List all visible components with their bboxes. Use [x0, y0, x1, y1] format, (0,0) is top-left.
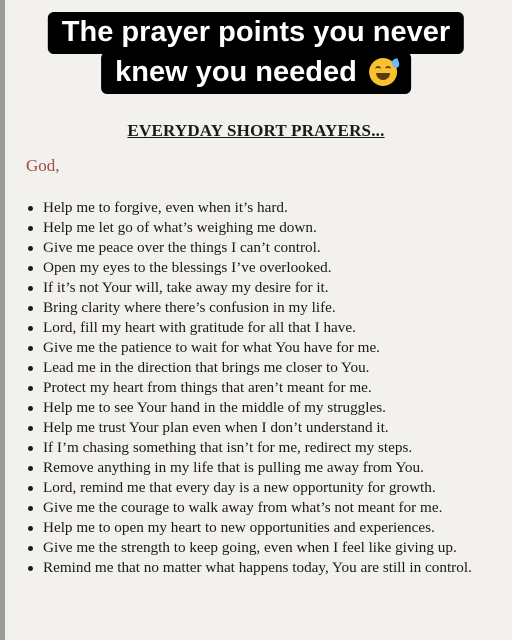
list-item: Lead me in the direction that brings me closer to You.: [26, 358, 498, 378]
list-item: If it’s not Your will, take away my desire for it.: [26, 278, 498, 298]
list-item: Remind me that no matter what happens today, You are still in control.: [26, 558, 498, 578]
list-item: If I’m chasing something that isn’t for me, redirect my steps.: [26, 438, 498, 458]
prayer-list: [26, 198, 498, 578]
list-item: Give me peace over the things I can’t control.: [26, 238, 498, 258]
list-item: Give me the courage to walk away from what’s not meant for me.: [26, 498, 498, 518]
document-heading: EVERYDAY SHORT PRAYERS...: [127, 121, 385, 140]
list-item: Open my eyes to the blessings I’ve overlooked.: [26, 258, 498, 278]
caption-text-2: knew you needed: [115, 56, 357, 88]
left-edge-bar: [0, 0, 5, 640]
list-item: Help me to open my heart to new opportunities and experiences.: [26, 518, 498, 538]
list-item: Help me trust Your plan even when I don’t understand it.: [26, 418, 498, 438]
list-item: Help me to see Your hand in the middle of my struggles.: [26, 398, 498, 418]
list-item: Give me the strength to keep going, even when I feel like giving up.: [26, 538, 498, 558]
list-item: Protect my heart from things that aren’t meant for me.: [26, 378, 498, 398]
list-item: Help me to forgive, even when it’s hard.: [26, 198, 498, 218]
list-item: Lord, fill my heart with gratitude for all that I have.: [26, 318, 498, 338]
caption-line-1: [48, 12, 464, 54]
caption-text-1: The prayer points you never: [61, 16, 451, 48]
list-item: Remove anything in my life that is pulling me away from You.: [26, 458, 498, 478]
list-item: Bring clarity where there’s confusion in my life.: [26, 298, 498, 318]
caption-line-2: [101, 52, 411, 94]
list-item: Help me let go of what’s weighing me down.: [26, 218, 498, 238]
list-item: Lord, remind me that every day is a new opportunity for growth.: [26, 478, 498, 498]
grinning-face-with-sweat-icon: [369, 58, 397, 86]
salutation: God,: [26, 156, 60, 175]
list-item: Give me the patience to wait for what You have for me.: [26, 338, 498, 358]
